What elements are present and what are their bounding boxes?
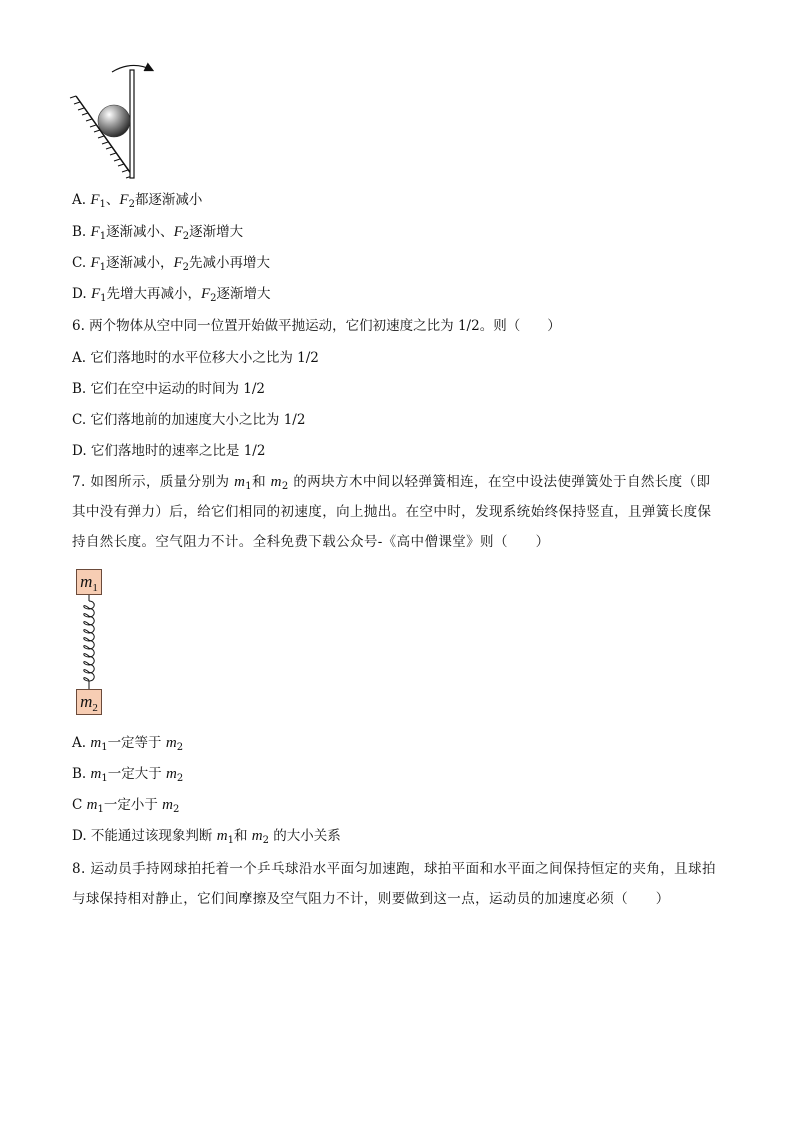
question-6-option-c: C. 它们落地前的加速度大小之比为 1/2: [72, 412, 306, 428]
question-5-option-c: C. $F_1$逐渐减小，$F_2$先减小再增大: [72, 255, 271, 273]
question-5-option-d: D. $F_1$先增大再减小，$F_2$逐渐增大: [72, 286, 271, 304]
ball-incline-figure: [66, 58, 166, 182]
question-7-option-a: A. $m_1$一定等于 $m_2$: [72, 735, 184, 753]
question-6-option-d: D. 它们落地时的速率之比是 1/2: [72, 443, 266, 459]
spring-icon: [76, 595, 102, 689]
question-6-option-b: B. 它们在空中运动的时间为 1/2: [72, 381, 266, 397]
question-7-option-b: B. $m_1$一定大于 $m_2$: [72, 766, 184, 784]
question-6-stem: 6. 两个物体从空中同一位置开始做平抛运动，它们初速度之比为 1/2。则（ ）: [72, 318, 561, 334]
question-7-stem: 7. 如图所示，质量分别为 $m_1$和 $m_2$ 的两块方木中间以轻弹簧相连，在空中设法使弹簧处于自然长度（即其中没有弹力）后，给它们相同的初速度，向上抛出。在空中时，发现系统始终保持竖直，且弹簧长度保持自然长度。空气阻力不计。全科免费下载公众号-《高中僧课堂》则（ ）: [72, 474, 712, 550]
block-m2: $m_2$: [76, 689, 102, 715]
block-m1: $m_1$: [76, 569, 102, 595]
question-7-option-c: C $m_1$一定小于 $m_2$: [72, 797, 180, 815]
question-5-option-a: A. $F_1$、$F_2$都逐渐减小: [72, 192, 203, 210]
question-7-option-d: D. 不能通过该现象判断 $m_1$和 $m_2$ 的大小关系: [72, 828, 341, 846]
question-5-option-b: B. $F_1$逐渐减小、$F_2$逐渐增大: [72, 224, 244, 242]
question-6-option-a: A. 它们落地时的水平位移大小之比为 1/2: [72, 350, 319, 366]
question-8-stem: 8. 运动员手持网球拍托着一个乒乓球沿水平面匀加速跑，球拍平面和水平面之间保持恒定的夹角，且球拍与球保持相对静止，它们间摩擦及空气阻力不计，则要做到这一点，运动员的加速度必须（ ）: [72, 861, 716, 907]
